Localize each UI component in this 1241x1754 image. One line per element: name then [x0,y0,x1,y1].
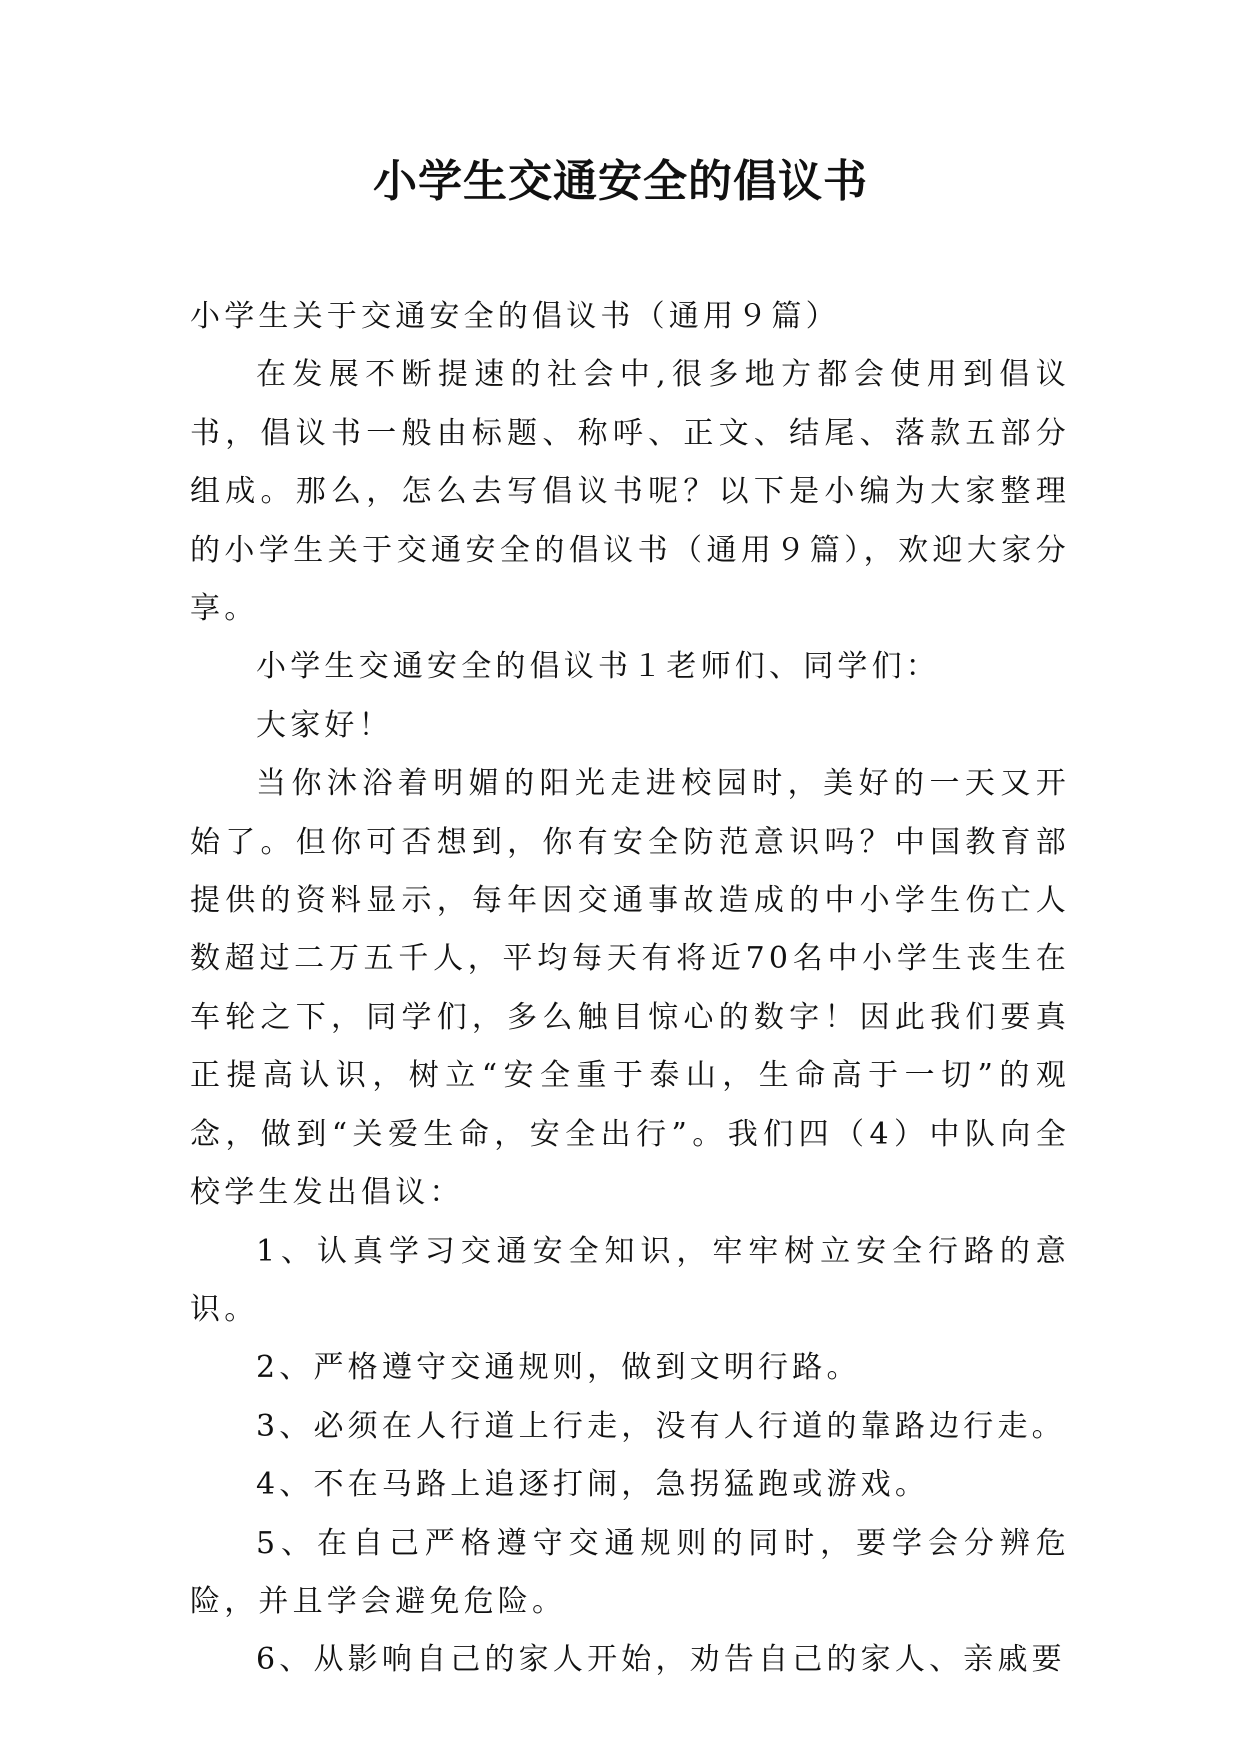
list-item-4: 4、不在马路上追逐打闹，急拐猛跑或游戏。 [256,1467,930,1503]
list-item-1: 1、认真学习交通安全知识，牢牢树立安全行路的意识。 [190,1233,1070,1327]
paragraph-greeting: 大家好！ [256,707,393,743]
list-item-3: 3、必须在人行道上行走，没有人行道的靠路边行走。 [256,1408,1066,1444]
paragraph-salutation: 小学生交通安全的倡议书１老师们、同学们： [256,649,940,685]
list-item-6: 6、从影响自己的家人开始，劝告自己的家人、亲戚要 [256,1642,1066,1678]
paragraph-main: 当你沐浴着明媚的阳光走进校园时，美好的一天又开始了。但你可否想到，你有安全防范意识吗？中国教育部提供的资料显示，每年因交通事故造成的中小学生伤亡人数超过二万五千人，平均每天有将近70名中小学生丧生在车轮之下，同学们，多么触目惊心的数字！因此我们要真正提高认识，树立“安全重于泰山，生命高于一切”的观念，做到“关爱生命，安全出行”。我们四（4）中队向全校学生发出倡议： [190,766,1070,1211]
document-body [190,288,1070,1690]
list-item-5: 5、在自己严格遵守交通规则的同时，要学会分辨危险，并且学会避免危险。 [190,1525,1070,1619]
document-title: 小学生交通安全的倡议书 [373,156,868,207]
list-item-2: 2、严格遵守交通规则，做到文明行路。 [256,1350,861,1386]
paragraph-subtitle: 小学生关于交通安全的倡议书（通用９篇） [190,299,840,334]
paragraph-intro: 在发展不断提速的社会中,很多地方都会使用到倡议书，倡议书一般由标题、称呼、正文、结尾、落款五部分组成。那么，怎么去写倡议书呢？以下是小编为大家整理的小学生关于交通安全的倡议书（通用９篇），欢迎大家分享。 [190,357,1070,627]
